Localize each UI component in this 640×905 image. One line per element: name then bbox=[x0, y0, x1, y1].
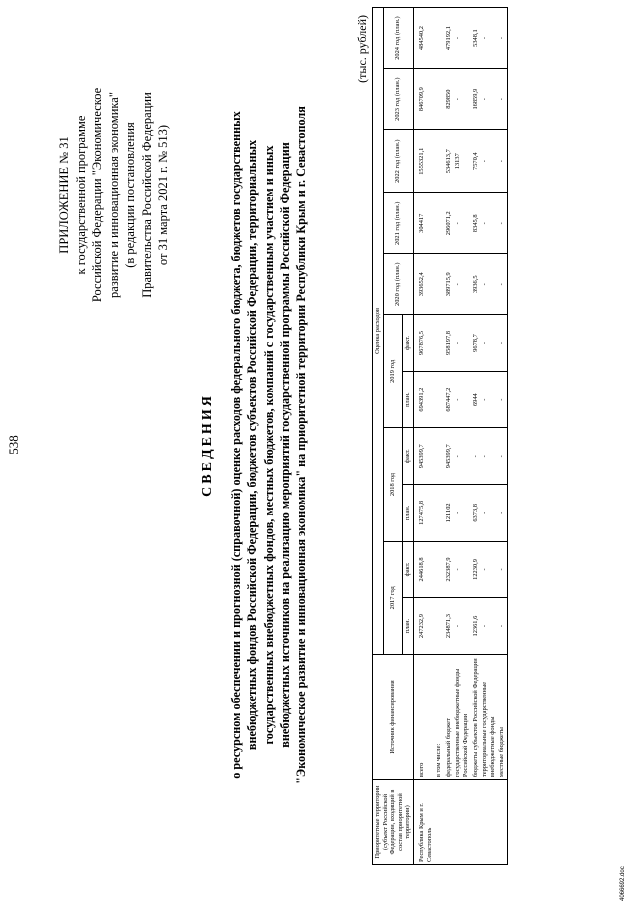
cell-value bbox=[434, 541, 444, 598]
header-fact: факт. bbox=[403, 541, 414, 598]
cell-territory bbox=[444, 780, 454, 865]
cell-value bbox=[434, 130, 444, 193]
appendix-line: ПРИЛОЖЕНИЕ № 31 bbox=[57, 136, 71, 254]
cell-source: бюджеты субъектов Российской Федерации bbox=[471, 654, 481, 779]
cell-value: - bbox=[453, 254, 470, 315]
cell-value: 846709,9 bbox=[413, 69, 434, 130]
cell-value bbox=[434, 371, 444, 428]
cell-value: - bbox=[480, 371, 497, 428]
table-row bbox=[444, 8, 454, 865]
appendix-line: развитие и инновационная экономика" bbox=[106, 92, 121, 298]
table-row bbox=[413, 8, 434, 865]
table-row bbox=[497, 8, 507, 865]
page-number: 538 bbox=[6, 435, 21, 455]
cell-value: 9678,7 bbox=[471, 315, 481, 372]
cell-value: 8345,8 bbox=[471, 193, 481, 254]
cell-value: 829850 bbox=[444, 69, 454, 130]
cell-value bbox=[434, 8, 444, 69]
cell-value: - bbox=[480, 193, 497, 254]
cell-value: - bbox=[497, 8, 507, 69]
title-line: внебюджетных фондов Российской Федерации, бюджетов субъектов Российской Федерации, территориальных bbox=[245, 139, 260, 751]
cell-value: - bbox=[453, 69, 470, 130]
cell-value: 958197,8 bbox=[444, 315, 454, 372]
header-plan: план. bbox=[403, 598, 414, 655]
cell-territory bbox=[434, 780, 444, 865]
cell-source: федеральный бюджет bbox=[444, 654, 454, 779]
cell-value: - bbox=[453, 193, 470, 254]
header-2018: 2018 год bbox=[383, 428, 403, 541]
cell-territory: Республика Крым и г. Севастополь bbox=[413, 780, 434, 865]
cell-value: 967876,5 bbox=[413, 315, 434, 372]
cell-value: - bbox=[497, 485, 507, 542]
document-title bbox=[200, 15, 309, 875]
table-row bbox=[480, 8, 497, 865]
title-line: "Экономическое развитие и инновационная экономика" на приоритетной территории Республики Крым и г. Севастополя bbox=[294, 106, 309, 784]
table-row bbox=[471, 8, 481, 865]
cell-value: - bbox=[480, 541, 497, 598]
cell-value: 12230,9 bbox=[471, 541, 481, 598]
cell-value: 247232,9 bbox=[413, 598, 434, 655]
cell-value: 6373,8 bbox=[471, 485, 481, 542]
cell-value: - bbox=[480, 598, 497, 655]
cell-value: 234871,3 bbox=[444, 598, 454, 655]
title-line: государственных внебюджетных фондов, местных бюджетов, компаний с государственным участием и иных bbox=[261, 145, 276, 745]
header-2017: 2017 год bbox=[383, 541, 403, 654]
cell-value: - bbox=[480, 485, 497, 542]
cell-value: 694391,2 bbox=[413, 371, 434, 428]
header-estimate: Оценка расходов bbox=[373, 8, 384, 655]
cell-value: - bbox=[453, 485, 470, 542]
cell-value: 16859,9 bbox=[471, 69, 481, 130]
cell-value: 244618,8 bbox=[413, 541, 434, 598]
cell-value bbox=[434, 428, 444, 485]
financing-table bbox=[372, 7, 508, 865]
cell-value: 12361,6 bbox=[471, 598, 481, 655]
cell-source: в том числе: bbox=[434, 654, 444, 779]
cell-value bbox=[434, 69, 444, 130]
header-fact: факт. bbox=[403, 428, 414, 485]
header-2021: 2021 год (план.) bbox=[383, 193, 413, 254]
cell-value: - bbox=[453, 598, 470, 655]
cell-value: 296071,2 bbox=[444, 193, 454, 254]
appendix-line: Российской Федерации "Экономическое bbox=[90, 87, 104, 303]
header-territory: Приоритетные территории (субъект Российской Федерации, входящий в состав приоритетной территории) bbox=[373, 780, 414, 865]
cell-value: 479192,1 bbox=[444, 8, 454, 69]
cell-value: - bbox=[453, 428, 470, 485]
title-line: о ресурсном обеспечении и прогнозной (справочной) оценке расходов федерального бюджета, бюджетов государственных bbox=[229, 111, 243, 779]
cell-value: 13137 bbox=[453, 130, 470, 193]
cell-value: - bbox=[453, 371, 470, 428]
cell-value: 6944 bbox=[471, 371, 481, 428]
cell-value bbox=[434, 193, 444, 254]
appendix-line: Правительства Российской Федерации bbox=[139, 92, 154, 298]
header-source: Источник финансирования bbox=[373, 654, 414, 779]
cell-value: - bbox=[497, 254, 507, 315]
cell-value: 393652,4 bbox=[413, 254, 434, 315]
cell-value: - bbox=[480, 130, 497, 193]
cell-source: местные бюджеты bbox=[497, 654, 507, 779]
cell-value: - bbox=[497, 541, 507, 598]
header-fact: факт. bbox=[403, 315, 414, 372]
cell-value: 945399,7 bbox=[413, 428, 434, 485]
cell-value: 304417 bbox=[413, 193, 434, 254]
cell-territory bbox=[497, 780, 507, 865]
table-header bbox=[373, 8, 414, 865]
header-plan: план. bbox=[403, 371, 414, 428]
cell-value: - bbox=[497, 315, 507, 372]
cell-value bbox=[434, 598, 444, 655]
header-2024: 2024 год (план.) bbox=[383, 8, 413, 69]
cell-value: - bbox=[480, 8, 497, 69]
cell-value: - bbox=[480, 428, 497, 485]
cell-source: государственные внебюджетные фонды Российской Федерации bbox=[453, 654, 470, 779]
cell-value: 687447,2 bbox=[444, 371, 454, 428]
cell-value bbox=[434, 485, 444, 542]
title-heading: СВЕДЕНИЯ bbox=[200, 393, 215, 497]
header-2023: 2023 год (план.) bbox=[383, 69, 413, 130]
cell-value: - bbox=[497, 598, 507, 655]
cell-value: - bbox=[497, 428, 507, 485]
cell-value: 232387,9 bbox=[444, 541, 454, 598]
cell-value: - bbox=[471, 428, 481, 485]
cell-value: 945399,7 bbox=[444, 428, 454, 485]
cell-value: 484540,2 bbox=[413, 8, 434, 69]
cell-value: 7570,4 bbox=[471, 130, 481, 193]
header-2022: 2022 год (план.) bbox=[383, 130, 413, 193]
cell-value: - bbox=[453, 8, 470, 69]
cell-value: 121102 bbox=[444, 485, 454, 542]
appendix-line: (в редакции постановления bbox=[123, 122, 137, 268]
title-line: внебюджетных источников на реализацию мероприятий государственной программы Российской Федерации bbox=[277, 142, 292, 748]
table-row bbox=[453, 8, 470, 865]
header-plan: план. bbox=[403, 485, 414, 542]
cell-value: - bbox=[453, 315, 470, 372]
cell-territory bbox=[453, 780, 470, 865]
appendix-block bbox=[56, 45, 172, 345]
cell-value: 534613,7 bbox=[444, 130, 454, 193]
cell-value: 3936,5 bbox=[471, 254, 481, 315]
cell-value: 5348,1 bbox=[471, 8, 481, 69]
unit-label: (тыс. рублей) bbox=[355, 15, 369, 83]
table-body bbox=[413, 8, 507, 865]
cell-value: 127475,8 bbox=[413, 485, 434, 542]
header-2019: 2019 год bbox=[383, 315, 403, 428]
appendix-line: к государственной программе bbox=[73, 115, 88, 275]
cell-territory bbox=[480, 780, 497, 865]
cell-value: - bbox=[497, 371, 507, 428]
cell-value: - bbox=[480, 69, 497, 130]
cell-value: - bbox=[497, 69, 507, 130]
cell-source: территориальные государственные внебюджетные фонды bbox=[480, 654, 497, 779]
cell-value: - bbox=[480, 254, 497, 315]
header-2020: 2020 год (план.) bbox=[383, 254, 413, 315]
footer-filename: 4066692.doc bbox=[620, 866, 626, 901]
cell-value bbox=[434, 315, 444, 372]
cell-value: 1555321,1 bbox=[413, 130, 434, 193]
cell-source: всего bbox=[413, 654, 434, 779]
appendix-line: от 31 марта 2021 г. № 513) bbox=[156, 124, 170, 266]
table-row bbox=[434, 8, 444, 865]
cell-value: - bbox=[480, 315, 497, 372]
cell-territory bbox=[471, 780, 481, 865]
cell-value bbox=[434, 254, 444, 315]
cell-value: - bbox=[453, 541, 470, 598]
cell-value: - bbox=[497, 193, 507, 254]
cell-value: 389715,9 bbox=[444, 254, 454, 315]
cell-value: - bbox=[497, 130, 507, 193]
